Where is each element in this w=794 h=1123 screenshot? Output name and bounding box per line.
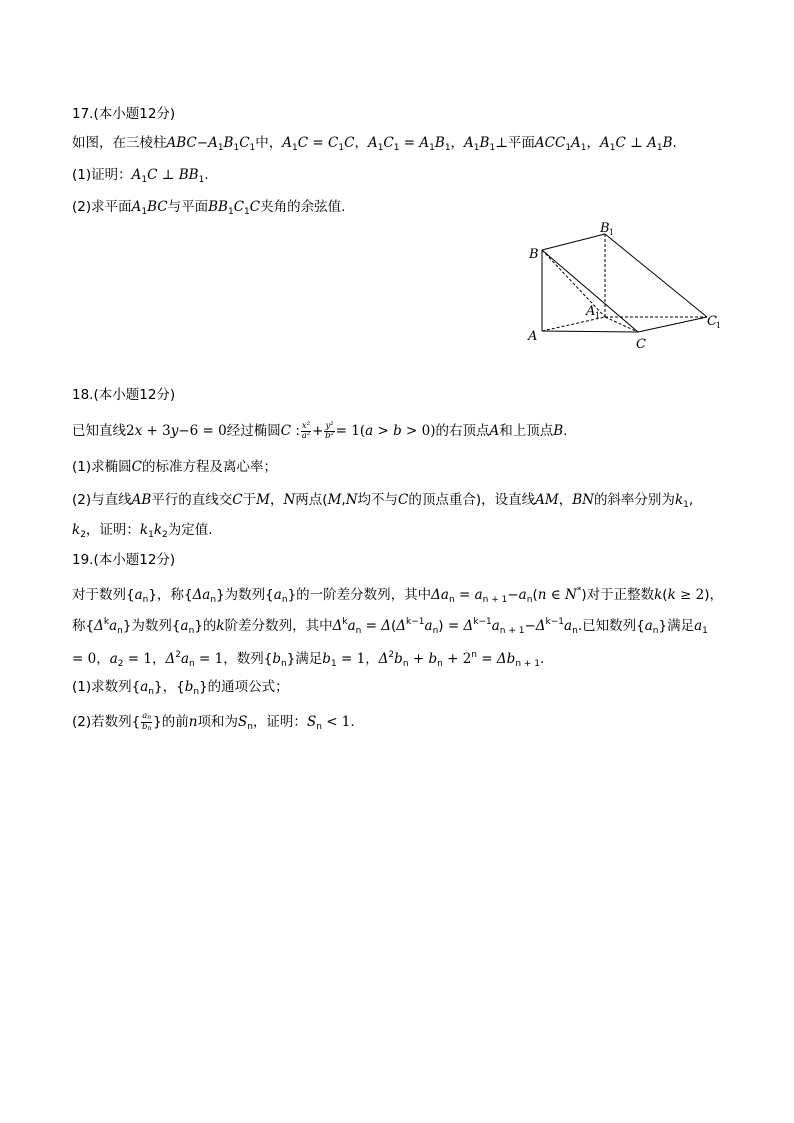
label-C: C bbox=[636, 337, 646, 352]
q19-stem-line3: = 0，$a_2 = 1$，$\Delta^2a_n = 1$，数列$\{b_n\}$满足$b_1 = 1$，$\Delta^2b_n + b_n + 2^n = \Delta b_{n + 1}$. bbox=[72, 650, 545, 669]
q17-part1: (1)证明：$A_1C$ ⊥ $BB_1$. bbox=[72, 167, 209, 185]
label-A1: A bbox=[586, 304, 596, 319]
q17-part2: (2)求平面$A_1BC$与平面$BB_1C_1C$夹角的余弦值. bbox=[72, 199, 346, 217]
label-C1-sub: 1 bbox=[716, 321, 722, 330]
q19-part1: (1)求数列$\{a_n\}$，$\{b_n\}$的通项公式； bbox=[72, 679, 289, 697]
label-C1: C bbox=[707, 314, 717, 329]
q18-part2-line2: $k_2$，证明：$k_1k_2$为定值. bbox=[72, 522, 213, 540]
label-A1-sub: 1 bbox=[595, 311, 601, 320]
label-B1: B bbox=[600, 221, 610, 236]
prism-figure bbox=[520, 214, 740, 354]
label-B1-sub: 1 bbox=[609, 228, 615, 237]
q19-part2: (2)若数列{ $\frac{a_n}{b_n}$ }的前n项和为$S_n$，证明：$S_n < 1$. bbox=[72, 710, 355, 732]
q17-header: 17.(本小题12分) bbox=[72, 106, 176, 122]
q19-stem-line2: 称$\{\Delta^ka_n\}$为数列$\{a_n\}$的k阶差分数列，其中$\Delta^ka_n = \Delta(\Delta^{k-1}a_n) = \Delta^{k-1}a_{n + 1}-\Delta^{k-1}a_n$.已知数列$\{a_n\}$满足$a_1$ bbox=[72, 617, 708, 636]
q19-stem-line1: 对于数列$\{a_n\}$，称$\{\Delta a_n\}$为数列$\{a_n\}$的一阶差分数列，其中$\Delta a_n = a_{n + 1}-a_n(n$ ∈ N*)对于正整数k(k ≥ 2)， bbox=[72, 586, 724, 605]
q18-header: 18.(本小题12分) bbox=[72, 387, 176, 403]
label-A: A bbox=[528, 329, 538, 344]
q18-part1: (1)求椭圆C的标准方程及离心率； bbox=[72, 459, 277, 475]
q17-stem: 如图，在三棱柱$ABC-A_1B_1C_1$中，$A_1C = C_1C$，$A_1C_1 = A_1B_1$，$A_1B_1\perp$平面$ACC_1A_1$，$A_1C$ ⊥ $A_1B$. bbox=[72, 135, 677, 153]
q18-part2-line1: (2)与直线AB平行的直线交C于M，N两点(M,N均不与C的顶点重合)，设直线AM，BN的斜率分别为$k_1$, bbox=[72, 492, 694, 510]
q18-stem: 已知直线2x + 3y−6 = 0经过椭圆C : $\frac{\text{x²}}{\text{a²}}$ + $\frac{\text{y²}}{\text{b²}}$ = 1(a > b > 0)的右顶点A和上顶点B. bbox=[72, 420, 568, 441]
q19-header: 19.(本小题12分) bbox=[72, 552, 176, 568]
label-B: B bbox=[529, 247, 539, 262]
